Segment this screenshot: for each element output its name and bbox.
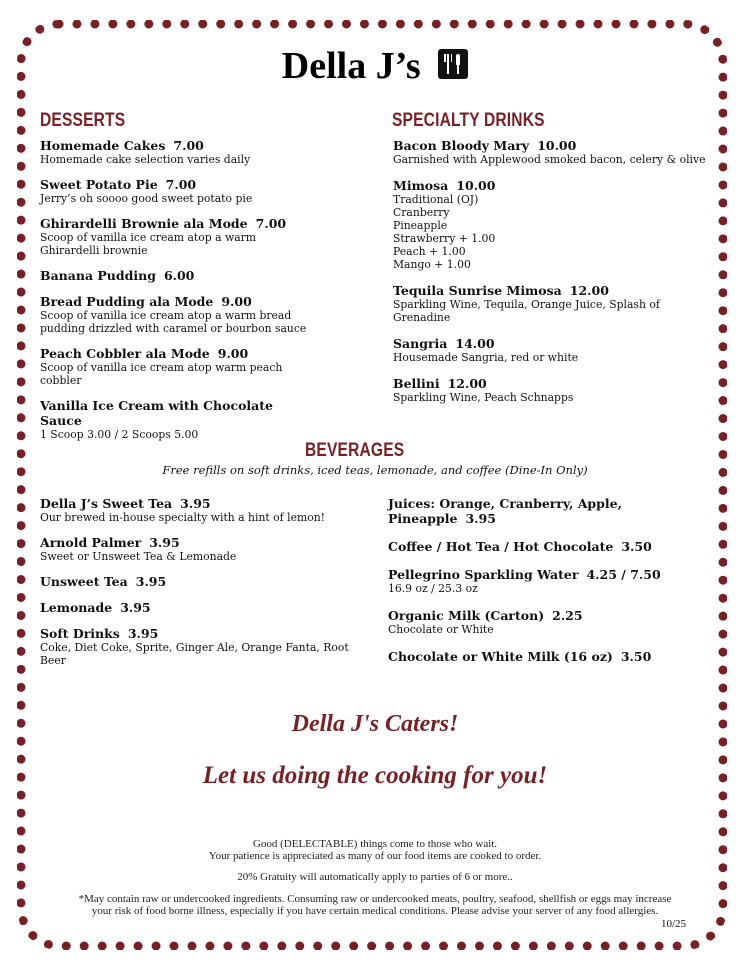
menu-item xyxy=(388,496,718,526)
page-title xyxy=(0,44,750,88)
menu-item xyxy=(388,608,718,636)
menu-item-description: Chocolate or White xyxy=(388,623,494,636)
menu-item xyxy=(393,178,713,271)
menu-item xyxy=(40,177,315,205)
item-price: 3.95 xyxy=(465,511,496,526)
menu-item-name xyxy=(388,496,718,526)
item-price: 6.00 xyxy=(163,268,195,283)
item-price: 2.25 xyxy=(552,608,583,623)
menu-item xyxy=(40,626,370,667)
menu-item xyxy=(40,496,370,524)
restaurant-name: Della J’s xyxy=(281,45,421,87)
item-name-text: Sweet Potato Pie xyxy=(40,177,158,192)
menu-item-description: Scoop of vanilla ice cream atop warm peach cobbler xyxy=(40,361,283,387)
menu-item-description: Garnished with Applewood smoked bacon, celery & olive xyxy=(393,153,706,166)
menu-item xyxy=(40,535,370,563)
menu-item-description: Housemade Sangria, red or white xyxy=(393,351,579,364)
menu-item-name xyxy=(40,496,370,511)
menu-item-name xyxy=(388,649,718,664)
fork-knife-icon xyxy=(438,49,468,79)
beverages-subtitle: Free refills on soft drinks, iced teas, lemonade, and coffee (Dine-In Only) xyxy=(162,463,588,477)
item-name-text: Lemonade xyxy=(40,600,113,615)
menu-item-name xyxy=(40,294,315,309)
menu-item-name xyxy=(388,539,718,554)
item-price: 7.00 xyxy=(165,177,197,192)
footer-wait-line: Good (DELECTABLE) things come to those who wait. xyxy=(252,838,498,850)
menu-item xyxy=(393,376,713,404)
beverages-right-list xyxy=(388,496,718,677)
menu-item-name xyxy=(40,268,315,283)
menu-item-name xyxy=(40,177,315,192)
desserts-list xyxy=(40,138,315,452)
item-price: 12.00 xyxy=(447,376,487,391)
menu-item-description: Traditional (OJ) Cranberry Pineapple Strawberry + 1.00 Peach + 1.00 Mango + 1.00 xyxy=(393,193,496,271)
item-name-text: Bread Pudding ala Mode xyxy=(40,294,214,309)
item-price: 9.00 xyxy=(217,346,249,361)
item-price: 14.00 xyxy=(455,336,495,351)
item-price: 3.95 xyxy=(127,626,159,641)
item-name-text: Vanilla Ice Cream with Chocolate Sauce xyxy=(40,398,273,428)
item-name-text: Pellegrino Sparkling Water xyxy=(388,567,579,582)
menu-item xyxy=(40,138,315,166)
menu-date: 10/25 xyxy=(661,918,687,930)
item-name-text: Arnold Palmer xyxy=(40,535,142,550)
menu-item-description: Jerry’s oh soooo good sweet potato pie xyxy=(40,192,253,205)
menu-item-name xyxy=(393,376,713,391)
caters-tagline: Let us doing the cooking for you! xyxy=(202,762,548,789)
specialty-drinks-heading: SPECIALTY DRINKS xyxy=(392,110,545,131)
menu-item-description: 1 Scoop 3.00 / 2 Scoops 5.00 xyxy=(40,428,199,441)
item-name-text: Organic Milk (Carton) xyxy=(388,608,545,623)
item-price: 3.95 xyxy=(120,600,151,615)
item-price: 3.50 xyxy=(620,649,652,664)
item-price: 12.00 xyxy=(569,283,609,298)
menu-item-name xyxy=(388,608,718,623)
item-name-text: Homemade Cakes xyxy=(40,138,166,153)
menu-item xyxy=(40,216,315,257)
menu-item xyxy=(393,138,713,166)
menu-item-name xyxy=(40,626,370,641)
menu-item-name xyxy=(40,600,370,615)
menu-item-description: Scoop of vanilla ice cream atop a warm bread pudding drizzled with caramel or bourbon sauce xyxy=(40,309,307,335)
menu-item-description: Sparkling Wine, Peach Schnapps xyxy=(393,391,574,404)
item-price: 9.00 xyxy=(221,294,252,309)
gratuity-note: 20% Gratuity will automatically apply to parties of 6 or more.. xyxy=(237,871,513,883)
item-name-text: Ghirardelli Brownie ala Mode xyxy=(40,216,248,231)
beverages-left-list xyxy=(40,496,370,678)
menu-item xyxy=(388,539,718,554)
menu-item-description: Scoop of vanilla ice cream atop a warm Ghirardelli brownie xyxy=(40,231,257,257)
item-name-text: Soft Drinks xyxy=(40,626,120,641)
menu-item-name xyxy=(40,535,370,550)
menu-item-name xyxy=(393,178,713,193)
item-name-text: Coffee / Hot Tea / Hot Chocolate xyxy=(388,539,614,554)
menu-item-name xyxy=(40,138,315,153)
item-name-text: Juices: Orange, Cranberry, Apple, Pineapple xyxy=(388,496,622,526)
item-name-text: Sangria xyxy=(393,336,448,351)
menu-item xyxy=(393,336,713,364)
item-price: 3.50 xyxy=(621,539,652,554)
menu-item-name xyxy=(388,567,718,582)
menu-item xyxy=(40,574,370,589)
menu-item-description: Homemade cake selection varies daily xyxy=(40,153,251,166)
menu-item xyxy=(388,649,718,664)
item-name-text: Tequila Sunrise Mimosa xyxy=(393,283,562,298)
item-price: 3.95 xyxy=(135,574,167,589)
item-price: 3.95 xyxy=(180,496,211,511)
item-price: 3.95 xyxy=(149,535,180,550)
menu-item-name xyxy=(393,283,713,298)
item-price: 10.00 xyxy=(537,138,577,153)
item-price: 10.00 xyxy=(456,178,496,193)
menu-item-name xyxy=(393,138,713,153)
menu-item xyxy=(40,600,370,615)
disclaimer-line-1: *May contain raw or undercooked ingredients. Consuming raw or undercooked meats, poultry, seafood, shellfish or eggs may increase xyxy=(78,893,672,905)
menu-item-name xyxy=(40,346,315,361)
item-price: 7.00 xyxy=(255,216,287,231)
menu-item-description: Sweet or Unsweet Tea & Lemonade xyxy=(40,550,237,563)
menu-item-name xyxy=(40,216,315,231)
item-price: 7.00 xyxy=(173,138,204,153)
beverages-heading: BEVERAGES xyxy=(305,440,405,461)
item-name-text: Banana Pudding xyxy=(40,268,156,283)
menu-item-description: 16.9 oz / 25.3 oz xyxy=(388,582,478,595)
caters-heading: Della J's Caters! xyxy=(291,711,459,737)
menu-item xyxy=(40,294,315,335)
menu-item-description: Sparkling Wine, Tequila, Orange Juice, Splash of Grenadine xyxy=(393,298,660,324)
item-name-text: Bellini xyxy=(393,376,440,391)
menu-item xyxy=(388,567,718,595)
menu-item xyxy=(40,398,315,441)
item-price: 4.25 / 7.50 xyxy=(586,567,661,582)
menu-item-description: Our brewed in-house specialty with a hint of lemon! xyxy=(40,511,325,524)
footer-patience-line: Your patience is appreciated as many of our food items are cooked to order. xyxy=(208,850,542,862)
menu-item xyxy=(40,268,315,283)
item-name-text: Unsweet Tea xyxy=(40,574,128,589)
menu-item xyxy=(40,346,315,387)
item-name-text: Chocolate or White Milk (16 oz) xyxy=(388,649,613,664)
specialty-drinks-list xyxy=(393,138,713,416)
item-name-text: Mimosa xyxy=(393,178,449,193)
item-name-text: Peach Cobbler ala Mode xyxy=(40,346,210,361)
menu-item-name xyxy=(40,398,315,428)
disclaimer-line-2: your risk of food borne illness, especially if you have certain medical conditions. Please advise your server of any food allergies. xyxy=(91,905,659,917)
menu-item-description: Coke, Diet Coke, Sprite, Ginger Ale, Orange Fanta, Root Beer xyxy=(40,641,349,667)
menu-item-name xyxy=(393,336,713,351)
desserts-heading: DESSERTS xyxy=(40,110,126,131)
item-name-text: Della J’s Sweet Tea xyxy=(40,496,173,511)
menu-item xyxy=(393,283,713,324)
menu-item-name xyxy=(40,574,370,589)
item-name-text: Bacon Bloody Mary xyxy=(393,138,530,153)
